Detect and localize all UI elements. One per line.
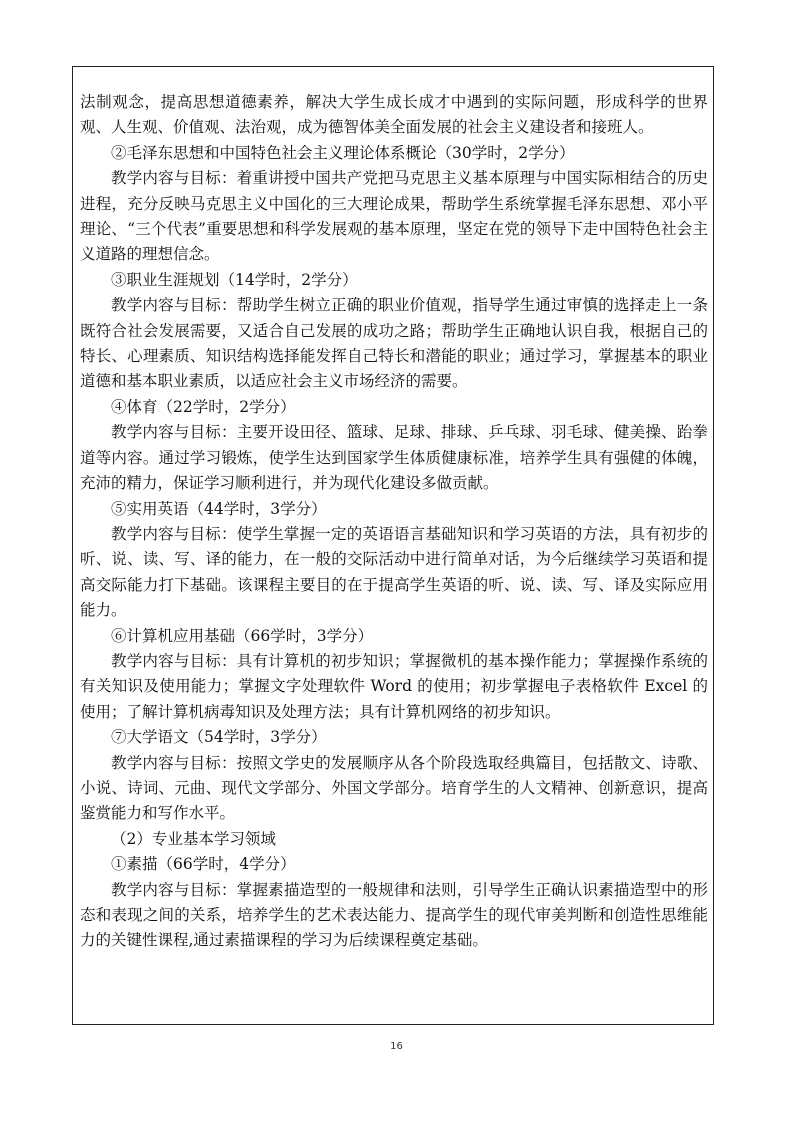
- bottom-rule: [72, 1024, 714, 1025]
- course-heading: ①素描（66学时，4学分）: [111, 855, 296, 874]
- section-heading: （2）专业基本学习领域: [111, 829, 276, 848]
- course-heading: ③职业生涯规划（14学时，2学分）: [111, 270, 358, 289]
- course-heading: ⑥计算机应用基础（66学时，3学分）: [111, 626, 374, 645]
- course-description: 教学内容与目标：掌握素描造型的一般规律和法则，引导学生正确认识素描造型中的形态和表现之间的关系，培养学生的艺术表达能力、提高学生的现代审美判断和创造性思维能力的关键性课程,通过素描课程的学习为后续课程奠定基础。: [80, 880, 708, 950]
- paragraph-continuation: 法制观念，提高思想道德素养，解决大学生成长成才中遇到的实际问题，形成科学的世界观、人生观、价值观、法治观，成为德智体美全面发展的社会主义建设者和接班人。: [80, 93, 708, 137]
- course-description: 教学内容与目标：着重讲授中国共产党把马克思主义基本原理与中国实际相结合的历史进程，充分反映马克思主义中国化的三大理论成果，帮助学生系统掌握毛泽东思想、邓小平理论、“三个代表”重要思想和科学发展观的基本原理，坚定在党的领导下走中国特色社会主义道路的理想信念。: [80, 169, 708, 264]
- course-heading: ②毛泽东思想和中国特色社会主义理论体系概论（30学时，2学分）: [111, 143, 575, 162]
- course-description: 教学内容与目标：主要开设田径、篮球、足球、排球、乒乓球、羽毛球、健美操、跆拳道等内容。通过学习锻炼，使学生达到国家学生体质健康标准，培养学生具有强健的体魄，充沛的精力，保证学习顺利进行，并为现代化建设多做贡献。: [80, 423, 708, 493]
- course-description: 教学内容与目标：使学生掌握一定的英语语言基础知识和学习英语的方法，具有初步的听、说、读、写、译的能力，在一般的交际活动中进行简单对话，为今后继续学习英语和提高交际能力打下基础。该课程主要目的在于提高学生英语的听、说、读、写、译及实际应用能力。: [80, 524, 708, 620]
- course-heading: ⑦大学语文（54学时，3学分）: [111, 728, 327, 747]
- course-description: 教学内容与目标：按照文学史的发展顺序从各个阶段选取经典篇目，包括散文、诗歌、小说、诗词、元曲、现代文学部分、外国文学部分。培育学生的人文精神、创新意识，提高鉴赏能力和写作水平。: [80, 753, 708, 823]
- page-number: 16: [390, 1041, 403, 1052]
- course-heading: ⑤实用英语（44学时，3学分）: [111, 499, 327, 518]
- course-description: 教学内容与目标：帮助学生树立正确的职业价值观，指导学生通过审慎的选择走上一条既符合社会发展需要，又适合自己发展的成功之路；帮助学生正确地认识自我，根据自己的特长、心理素质、知识结构选择能发挥自己特长和潜能的职业；通过学习，掌握基本的职业道德和基本职业素质，以适应社会主义市场经济的需要。: [80, 296, 708, 391]
- document-body: [80, 90, 708, 954]
- course-heading: ④体育（22学时，2学分）: [111, 397, 296, 416]
- course-description: 教学内容与目标：具有计算机的初步知识；掌握微机的基本操作能力；掌握操作系统的有关知识及使用能力；掌握文字处理软件 Word 的使用；初步掌握电子表格软件 Excel 的使用；了解计算机病毒知识及处理方法；具有计算机网络的初步知识。: [80, 651, 708, 721]
